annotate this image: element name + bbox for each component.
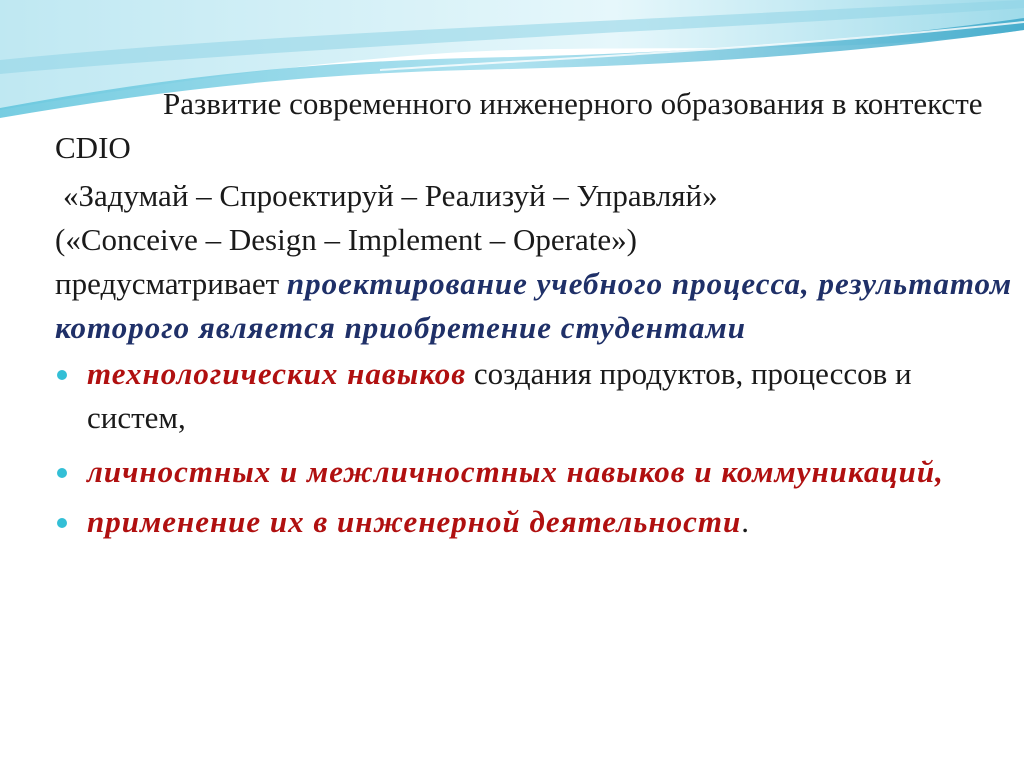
bullet-dot-icon [57, 370, 67, 380]
intro-emphasis-text: проектирование учебного процесса, результатом которого является приобретение студентами [55, 266, 1013, 345]
intro-paragraph [55, 174, 1015, 350]
bullet-dot-icon [57, 468, 67, 478]
list-item-emphasis: применение их в инженерной деятельности [87, 504, 742, 539]
list-item [55, 450, 1015, 494]
cdio-quote-english: («Conceive – Design – Implement – Operate») [55, 222, 637, 257]
bullet-dot-icon [57, 518, 67, 528]
cdio-quote-russian: «Задумай – Спроектируй – Реализуй – Управляй» [63, 178, 718, 213]
slide-body [55, 82, 1015, 544]
list-item-text: . [741, 504, 749, 539]
list-item [55, 500, 1015, 544]
list-item-text: создания продуктов, процессов и систем, [87, 356, 912, 435]
intro-lead-text: предусматривает [55, 266, 280, 301]
list-item [55, 352, 1015, 440]
skills-list [55, 352, 1015, 544]
list-item-emphasis: личностных и межличностных навыков и коммуникаций, [87, 454, 944, 489]
list-item-emphasis: технологических навыков [87, 356, 467, 391]
slide-title: Развитие современного инженерного образования в контексте CDIO [55, 86, 983, 165]
